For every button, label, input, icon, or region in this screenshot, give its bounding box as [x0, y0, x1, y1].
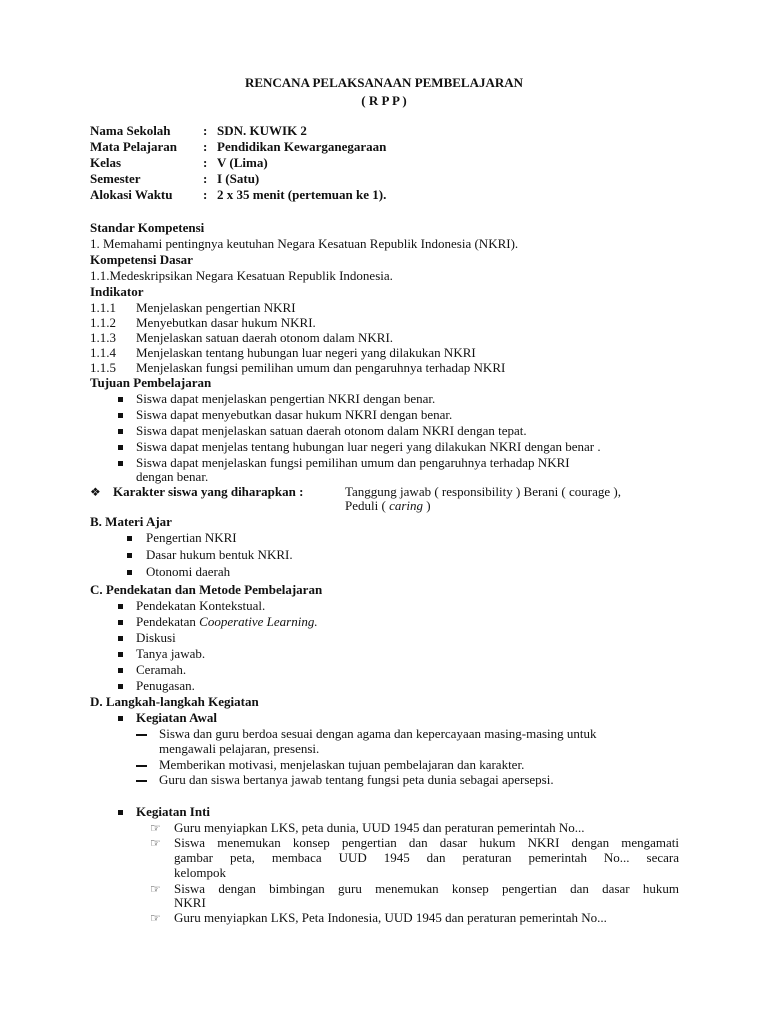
pendekatan-item-italic: Cooperative Learning.	[199, 614, 318, 629]
standar-kompetensi-text: 1. Memahami pentingnya keutuhan Negara Kesatuan Republik Indonesia (NKRI).	[90, 236, 519, 251]
identity-colon: :	[203, 187, 208, 202]
materi-item: Pengertian NKRI	[146, 530, 237, 545]
kegiatan-inti-item: Guru menyiapkan LKS, Peta Indonesia, UUD 1945 dan peraturan pemerintah No...	[174, 910, 607, 925]
identity-colon: :	[203, 155, 208, 170]
kegiatan-awal-item: Memberikan motivasi, menjelaskan tujuan pembelajaran dan karakter.	[159, 757, 525, 772]
kegiatan-inti-item: Siswa menemukan konsep pengertian dan dasar hukum NKRI dengan mengamati	[174, 835, 679, 850]
bullet-square-icon	[118, 455, 123, 471]
tujuan-item: Siswa dapat menyebutkan dasar hukum NKRI dengan benar.	[136, 407, 453, 422]
section-heading-pendekatan: C. Pendekatan dan Metode Pembelajaran	[90, 582, 323, 597]
pendekatan-item: Diskusi	[136, 630, 176, 645]
section-heading-indikator: Indikator	[90, 284, 144, 299]
identity-colon: :	[203, 171, 208, 186]
section-heading-kompetensi-dasar: Kompetensi Dasar	[90, 252, 193, 267]
identity-label: Semester	[90, 171, 141, 186]
karakter-line2	[345, 498, 431, 514]
bullet-square-icon	[127, 564, 132, 580]
materi-item: Otonomi daerah	[146, 564, 231, 579]
dash-bullet-icon	[136, 757, 147, 773]
karakter-line2-suffix: )	[426, 498, 431, 513]
identity-label: Nama Sekolah	[90, 123, 171, 138]
tujuan-item: Siswa dapat menjelaskan satuan daerah otonom dalam NKRI dengan tepat.	[136, 423, 527, 438]
kegiatan-inti-item: Guru menyiapkan LKS, peta dunia, UUD 1945 dan peraturan pemerintah No...	[174, 820, 585, 835]
section-heading-standar-kompetensi: Standar Kompetensi	[90, 220, 205, 235]
bullet-square-icon	[118, 423, 123, 439]
kegiatan-awal-heading: Kegiatan Awal	[136, 710, 218, 725]
identity-value: I (Satu)	[217, 171, 260, 186]
indikator-text: Menjelaskan pengertian NKRI	[136, 300, 296, 315]
tujuan-item: Siswa dapat menjelaskan pengertian NKRI dengan benar.	[136, 391, 436, 406]
indikator-num: 1.1.4	[90, 345, 116, 360]
bullet-square-icon	[118, 678, 123, 694]
dash-bullet-icon	[136, 772, 147, 788]
bullet-square-icon	[118, 439, 123, 455]
tujuan-item: Siswa dapat menjelaskan fungsi pemilihan umum dan pengaruhnya terhadap NKRI	[136, 455, 570, 470]
indikator-text: Menjelaskan fungsi pemilihan umum dan pengaruhnya terhadap NKRI	[136, 360, 506, 375]
karakter-label: Karakter siswa yang diharapkan :	[113, 484, 304, 499]
pointing-hand-icon: ☞	[150, 821, 161, 835]
pointing-hand-icon: ☞	[150, 836, 161, 850]
bullet-square-icon	[127, 530, 132, 546]
karakter-line2-italic: caring	[389, 498, 424, 513]
pendekatan-item: Penugasan.	[136, 678, 195, 693]
indikator-text: Menjelaskan satuan daerah otonom dalam NKRI.	[136, 330, 394, 345]
indikator-num: 1.1.2	[90, 315, 116, 330]
bullet-square-icon	[118, 614, 123, 630]
bullet-square-icon	[118, 662, 123, 678]
pointing-hand-icon: ☞	[150, 882, 161, 896]
page-title: RENCANA PELAKSANAAN PEMBELAJARAN	[244, 75, 524, 90]
kegiatan-awal-item: Siswa dan guru berdoa sesuai dengan agama dan kepercayaan masing-masing untuk	[159, 726, 597, 741]
karakter-line1: Tanggung jawab ( responsibility ) Berani ( courage ),	[345, 484, 621, 499]
indikator-num: 1.1.5	[90, 360, 116, 375]
indikator-text: Menjelaskan tentang hubungan luar negeri yang dilakukan NKRI	[136, 345, 476, 360]
tujuan-item: Siswa dapat menjelas tentang hubungan luar negeri yang dilakukan NKRI dengan benar .	[136, 439, 601, 454]
pendekatan-item: Pendekatan Kontekstual.	[136, 598, 266, 613]
bullet-square-icon	[118, 710, 123, 726]
indikator-text: Menyebutkan dasar hukum NKRI.	[136, 315, 316, 330]
identity-colon: :	[203, 139, 208, 154]
identity-label: Kelas	[90, 155, 122, 170]
pendekatan-item: Ceramah.	[136, 662, 187, 677]
karakter-line2-prefix: Peduli (	[345, 498, 386, 513]
kegiatan-awal-item: Guru dan siswa bertanya jawab tentang fungsi peta dunia sebagai apersepsi.	[159, 772, 554, 787]
pendekatan-item: Tanya jawab.	[136, 646, 206, 661]
kegiatan-inti-heading: Kegiatan Inti	[136, 804, 211, 819]
pendekatan-item-prefix: Pendekatan	[136, 614, 200, 629]
identity-value: V (Lima)	[217, 155, 268, 170]
kegiatan-inti-item: Siswa dengan bimbingan guru menemukan konsep pengertian dan dasar hukum	[174, 881, 679, 896]
identity-label: Alokasi Waktu	[90, 187, 173, 202]
diamond-bullet-icon: ❖	[90, 485, 101, 499]
bullet-square-icon	[118, 407, 123, 423]
indikator-num: 1.1.1	[90, 300, 116, 315]
bullet-square-icon	[118, 630, 123, 646]
dash-bullet-icon	[136, 726, 147, 742]
indikator-num: 1.1.3	[90, 330, 116, 345]
identity-colon: :	[203, 123, 208, 138]
kegiatan-awal-item-continuation: mengawali pelajaran, presensi.	[159, 741, 320, 756]
page-subtitle: ( R P P )	[361, 93, 407, 108]
bullet-square-icon	[118, 391, 123, 407]
identity-value: 2 x 35 menit (pertemuan ke 1).	[217, 187, 387, 202]
identity-label: Mata Pelajaran	[90, 139, 178, 154]
identity-value: SDN. KUWIK 2	[217, 123, 307, 138]
bullet-square-icon	[127, 547, 132, 563]
bullet-square-icon	[118, 598, 123, 614]
pointing-hand-icon: ☞	[150, 911, 161, 925]
kegiatan-inti-item-continuation: gambar peta, membaca UUD 1945 dan peraturan pemerintah No... secara	[174, 850, 679, 865]
materi-item: Dasar hukum bentuk NKRI.	[146, 547, 293, 562]
kegiatan-inti-item-continuation: NKRI	[174, 895, 206, 910]
bullet-square-icon	[118, 804, 123, 820]
pendekatan-item	[136, 614, 318, 630]
kompetensi-dasar-text: 1.1.Medeskripsikan Negara Kesatuan Republik Indonesia.	[90, 268, 393, 283]
bullet-square-icon	[118, 646, 123, 662]
tujuan-item-continuation: dengan benar.	[136, 469, 209, 484]
section-heading-langkah: D. Langkah-langkah Kegiatan	[90, 694, 259, 709]
section-heading-materi: B. Materi Ajar	[90, 514, 172, 529]
section-heading-tujuan: Tujuan Pembelajaran	[90, 375, 212, 390]
identity-value: Pendidikan Kewarganegaraan	[217, 139, 387, 154]
kegiatan-inti-item-continuation: kelompok	[174, 865, 226, 880]
